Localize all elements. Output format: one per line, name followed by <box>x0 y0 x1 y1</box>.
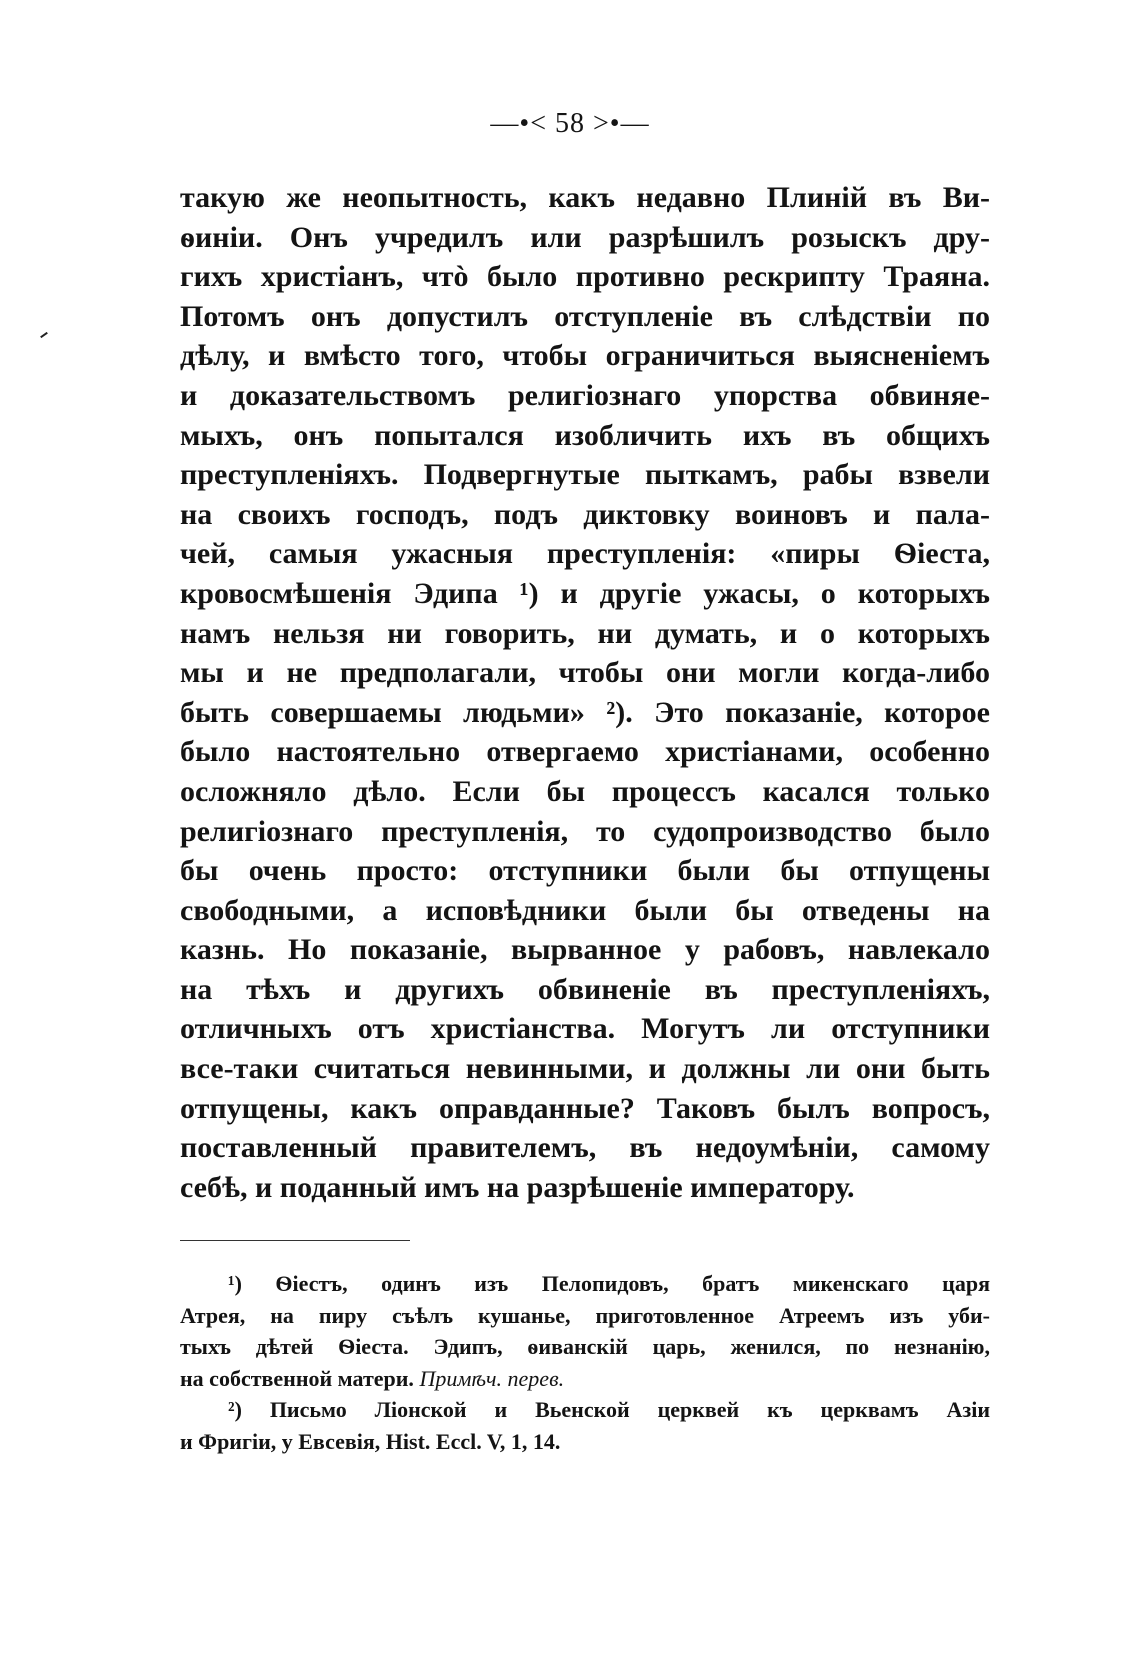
footnote-1-line <box>180 1363 990 1395</box>
text-line: быть совершаемы людьми» ²). Это показаніе, которое <box>180 695 990 729</box>
footnote-1-line: тыхъ дѣтей Ѳіеста. Эдипъ, ѳиванскій царь, женился, по незнанію, <box>180 1334 990 1359</box>
text-line: намъ нельзя ни говорить, ни думать, и о которыхъ <box>180 616 990 650</box>
text-line: отличныхъ отъ христіанства. Могутъ ли отступники <box>180 1012 990 1046</box>
text-line: кровосмѣшенія Эдипа ¹) и другіе ужасы, о которыхъ <box>180 576 990 610</box>
footnote-2-line: и Фригіи, у Евсевія, Hist. Eccl. V, 1, 14. <box>180 1428 561 1454</box>
text-line: гихъ христіанъ, чтò было противно рескрипту Траяна. <box>180 260 990 294</box>
footnote-2-line: ²) Письмо Ліонской и Вьенской церквей къ церквамъ Азіи <box>228 1397 990 1422</box>
text-line: и доказательствомъ религіознаго упорства обвиняе- <box>180 378 990 412</box>
text-line: Потомъ онъ допустилъ отступленіе въ слѣдствіи по <box>180 299 990 333</box>
text-line: дѣлу, и вмѣсто того, чтобы ограничиться выясненіемъ <box>180 339 990 373</box>
text-line: религіознаго преступленія, то судопроизводство было <box>180 814 990 848</box>
margin-mark <box>40 332 48 338</box>
text-line: свободными, а исповѣдники были бы отведены на <box>180 893 990 927</box>
text-line: ѳиніи. Онъ учредилъ или разрѣшилъ розыскъ дру- <box>180 220 990 254</box>
text-line: поставленный правителемъ, въ недоумѣніи, самому <box>180 1131 990 1165</box>
text-line: чей, самыя ужасныя преступленія: «пиры Ѳіеста, <box>180 537 990 571</box>
footnote-1-text: на собственной матери. <box>180 1365 414 1391</box>
text-line: мы и не предполагали, чтобы они могли когда-либо <box>180 656 990 690</box>
text-line: все-таки считаться невинными, и должны ли они быть <box>180 1052 990 1086</box>
text-line: отпущены, какъ оправданные? Таковъ былъ вопросъ, <box>180 1091 990 1125</box>
footnotes <box>180 1268 990 1457</box>
text-line: на тѣхъ и другихъ обвиненіе въ преступленіяхъ, <box>180 972 990 1006</box>
page-number: —•< 58 >•— <box>490 108 650 139</box>
footnote-1-line: Атрея, на пиру съѣлъ кушанье, приготовленное Атреемъ изъ уби- <box>180 1302 990 1328</box>
text-line: осложняло дѣло. Если бы процессъ касался только <box>180 774 990 808</box>
text-line: такую же неопытность, какъ недавно Плиній въ Ви- <box>180 181 990 214</box>
footnote-divider <box>180 1240 410 1241</box>
text-line: себѣ, и поданный имъ на разрѣшеніе императору. <box>180 1170 855 1204</box>
text-line: казнь. Но показаніе, вырванное у рабовъ, навлекало <box>180 933 990 967</box>
text-line: мыхъ, онъ попытался изобличить ихъ въ общихъ <box>180 418 990 452</box>
text-line: было настоятельно отвергаемо христіанами, особенно <box>180 735 990 769</box>
text-line: бы очень просто: отступники были бы отпущены <box>180 854 990 888</box>
text-line: преступленіяхъ. Подвергнутые пыткамъ, рабы взвели <box>180 458 990 492</box>
body-text <box>180 178 990 1207</box>
text-line: на своихъ господъ, подъ диктовку воиновъ и пала- <box>180 497 990 531</box>
translator-note: Примѣч. перев. <box>419 1365 565 1391</box>
footnote-1-line: ¹) Ѳіестъ, одинъ изъ Пелопидовъ, братъ микенскаго царя <box>228 1271 990 1296</box>
